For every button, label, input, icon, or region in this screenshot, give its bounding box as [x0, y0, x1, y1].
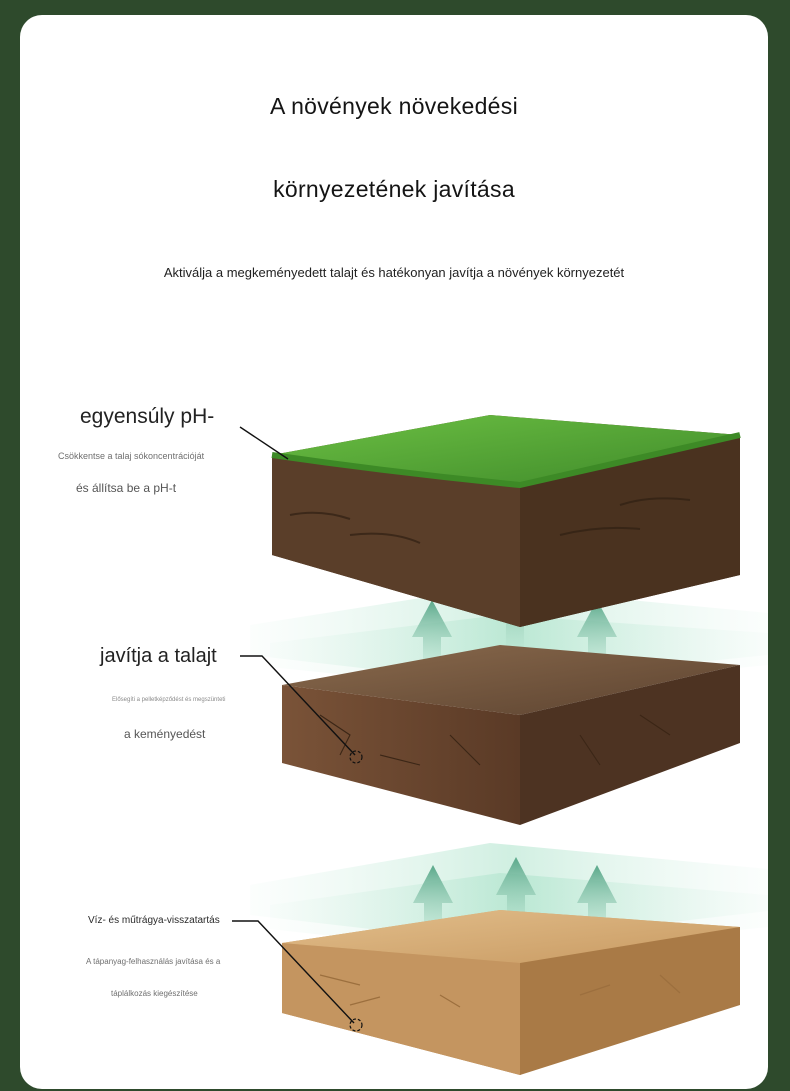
- leader-line-ph: [240, 427, 288, 459]
- layer-desc-water-line1: A tápanyag-felhasználás javítása és a: [86, 957, 221, 966]
- page-title-line-2: környezetének javítása: [273, 176, 515, 202]
- layer-desc-soil-line2: a keményedést: [124, 727, 206, 741]
- content-card: [20, 15, 768, 1089]
- layer-desc-ph-line2: és állítsa be a pH-t: [76, 481, 177, 495]
- page-subtitle: Aktiválja a megkeményedett talajt és hatékonyan javítja a növények környezetét: [163, 265, 625, 280]
- layer-desc-water-line2: táplálkozás kiegészítése: [111, 989, 198, 998]
- layer-heading-water: Víz- és műtrágya-visszatartás: [88, 915, 220, 926]
- layer-desc-ph-line1: Csökkentse a talaj sókoncentrációját: [58, 451, 205, 461]
- clay-soil-block: [282, 910, 740, 1075]
- layer-desc-soil-line1: Elősegíti a pelletképződést és megszünteti: [112, 697, 226, 703]
- page-title-line-1: A növények növekedési: [270, 93, 518, 119]
- soil-layers-illustration: [20, 15, 768, 1089]
- layer-heading-soil: javítja a talajt: [100, 645, 217, 667]
- grass-soil-block: [272, 415, 740, 627]
- layer-heading-ph: egyensúly pH-: [80, 405, 215, 428]
